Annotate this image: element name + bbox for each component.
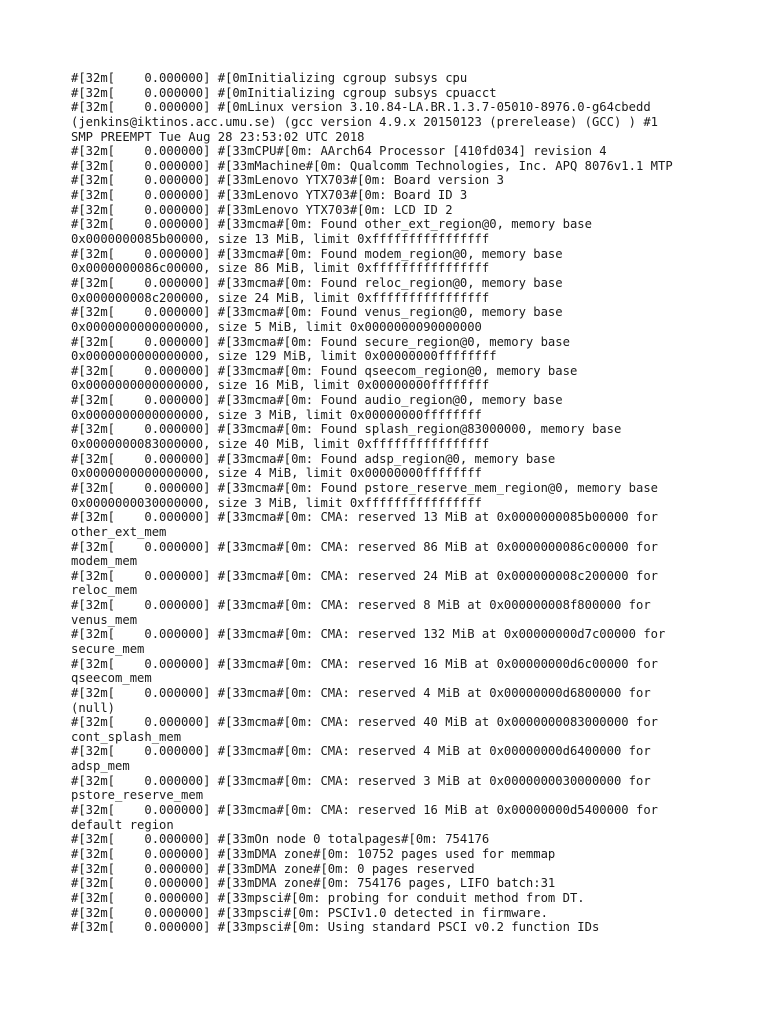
log-line: 0x0000000000000000, size 129 MiB, limit 0x00000000ffffffff: [71, 349, 497, 364]
log-line: #[32m[ 0.000000] #[33mcma#[0m: CMA: reserved 16 MiB at 0x00000000d6c00000 for: [71, 656, 658, 671]
log-line: 0x0000000000000000, size 4 MiB, limit 0x00000000ffffffff: [71, 466, 482, 481]
log-line: 0x0000000000000000, size 16 MiB, limit 0x00000000ffffffff: [71, 378, 490, 393]
log-line: #[32m[ 0.000000] #[33mpsci#[0m: Using standard PSCI v0.2 function IDs: [71, 920, 600, 935]
log-line: #[32m[ 0.000000] #[33mcma#[0m: CMA: reserved 4 MiB at 0x00000000d6400000 for: [71, 744, 651, 759]
log-line: pstore_reserve_mem: [71, 788, 204, 803]
log-line: #[32m[ 0.000000] #[33mcma#[0m: Found adsp_region@0, memory base: [71, 451, 556, 466]
log-line: 0x000000008c200000, size 24 MiB, limit 0xffffffffffffffff: [71, 290, 490, 305]
log-line: #[32m[ 0.000000] #[33mcma#[0m: Found qseecom_region@0, memory base: [71, 363, 578, 378]
log-line: #[32m[ 0.000000] #[33mcma#[0m: Found venus_region@0, memory base: [71, 305, 563, 320]
log-line: #[32m[ 0.000000] #[33mcma#[0m: Found splash_region@83000000, memory base: [71, 422, 622, 437]
log-line: #[32m[ 0.000000] #[33mDMA zone#[0m: 0 pages reserved: [71, 861, 475, 876]
log-line: #[32m[ 0.000000] #[33mcma#[0m: Found other_ext_region@0, memory base: [71, 217, 592, 232]
log-line: modem_mem: [71, 554, 138, 569]
log-line: #[32m[ 0.000000] #[0mInitializing cgroup subsys cpuacct: [71, 85, 497, 100]
log-line: #[32m[ 0.000000] #[0mInitializing cgroup subsys cpu: [71, 71, 468, 85]
log-line: #[32m[ 0.000000] #[0mLinux version 3.10.84-LA.BR.1.3.7-05010-8976.0-g64cbedd: [71, 100, 651, 115]
log-line: #[32m[ 0.000000] #[33mcma#[0m: CMA: reserved 4 MiB at 0x00000000d6800000 for: [71, 685, 651, 700]
log-line: #[32m[ 0.000000] #[33mcma#[0m: CMA: reserved 132 MiB at 0x00000000d7c00000 for: [71, 627, 666, 642]
log-line: 0x0000000000000000, size 3 MiB, limit 0x00000000ffffffff: [71, 407, 482, 422]
log-line: SMP PREEMPT Tue Aug 28 23:53:02 UTC 2018: [71, 129, 365, 144]
log-line: adsp_mem: [71, 759, 130, 774]
log-line: #[32m[ 0.000000] #[33mcma#[0m: CMA: reserved 40 MiB at 0x0000000083000000 for: [71, 715, 658, 730]
log-line: other_ext_mem: [71, 524, 167, 539]
log-line: 0x0000000085b00000, size 13 MiB, limit 0xffffffffffffffff: [71, 232, 490, 247]
log-line: #[32m[ 0.000000] #[33mLenovo YTX703#[0m: Board ID 3: [71, 188, 468, 203]
log-line: venus_mem: [71, 612, 138, 627]
log-line: #[32m[ 0.000000] #[33mLenovo YTX703#[0m: LCD ID 2: [71, 202, 453, 217]
log-line: (jenkins@iktinos.acc.umu.se) (gcc version 4.9.x 20150123 (prerelease) (GCC) ) #1: [71, 114, 658, 129]
log-line: #[32m[ 0.000000] #[33mcma#[0m: Found secure_region@0, memory base: [71, 334, 570, 349]
log-line: reloc_mem: [71, 583, 138, 598]
log-line: qseecom_mem: [71, 671, 152, 686]
log-line: #[32m[ 0.000000] #[33mcma#[0m: Found reloc_region@0, memory base: [71, 275, 563, 290]
log-line: cont_splash_mem: [71, 729, 182, 744]
log-line: #[32m[ 0.000000] #[33mcma#[0m: CMA: reserved 13 MiB at 0x0000000085b00000 for: [71, 510, 658, 525]
log-line: #[32m[ 0.000000] #[33mCPU#[0m: AArch64 Processor [410fd034] revision 4: [71, 144, 607, 159]
log-line: #[32m[ 0.000000] #[33mcma#[0m: CMA: reserved 24 MiB at 0x000000008c200000 for: [71, 568, 658, 583]
log-line: #[32m[ 0.000000] #[33mDMA zone#[0m: 10752 pages used for memmap: [71, 846, 556, 861]
log-line: 0x0000000083000000, size 40 MiB, limit 0xffffffffffffffff: [71, 437, 490, 452]
log-line: #[32m[ 0.000000] #[33mpsci#[0m: probing for conduit method from DT.: [71, 890, 585, 905]
log-line: #[32m[ 0.000000] #[33mcma#[0m: CMA: reserved 8 MiB at 0x000000008f800000 for: [71, 598, 651, 613]
log-line: #[32m[ 0.000000] #[33mMachine#[0m: Qualcomm Technologies, Inc. APQ 8076v1.1 MTP: [71, 158, 673, 173]
log-line: 0x0000000000000000, size 5 MiB, limit 0x0000000090000000: [71, 319, 482, 334]
log-line: 0x0000000086c00000, size 86 MiB, limit 0xffffffffffffffff: [71, 261, 490, 276]
log-line: secure_mem: [71, 641, 145, 656]
log-line: #[32m[ 0.000000] #[33mcma#[0m: Found audio_region@0, memory base: [71, 393, 563, 408]
log-line: #[32m[ 0.000000] #[33mcma#[0m: CMA: reserved 3 MiB at 0x0000000030000000 for: [71, 773, 651, 788]
log-line: #[32m[ 0.000000] #[33mDMA zone#[0m: 754176 pages, LIFO batch:31: [71, 876, 556, 891]
kernel-log-text: [71, 71, 761, 935]
log-line: #[32m[ 0.000000] #[33mLenovo YTX703#[0m: Board version 3: [71, 173, 504, 188]
log-line: #[32m[ 0.000000] #[33mcma#[0m: Found pstore_reserve_mem_region@0, memory base: [71, 480, 658, 495]
log-line: 0x0000000030000000, size 3 MiB, limit 0xffffffffffffffff: [71, 495, 482, 510]
log-line: #[32m[ 0.000000] #[33mpsci#[0m: PSCIv1.0 detected in firmware.: [71, 905, 548, 920]
log-line: default region: [71, 817, 174, 832]
log-line: #[32m[ 0.000000] #[33mcma#[0m: CMA: reserved 86 MiB at 0x0000000086c00000 for: [71, 539, 658, 554]
log-line: (null): [71, 700, 116, 715]
log-line: #[32m[ 0.000000] #[33mcma#[0m: Found modem_region@0, memory base: [71, 246, 563, 261]
log-line: #[32m[ 0.000000] #[33mOn node 0 totalpages#[0m: 754176: [71, 832, 490, 847]
log-line: #[32m[ 0.000000] #[33mcma#[0m: CMA: reserved 16 MiB at 0x00000000d5400000 for: [71, 803, 658, 818]
